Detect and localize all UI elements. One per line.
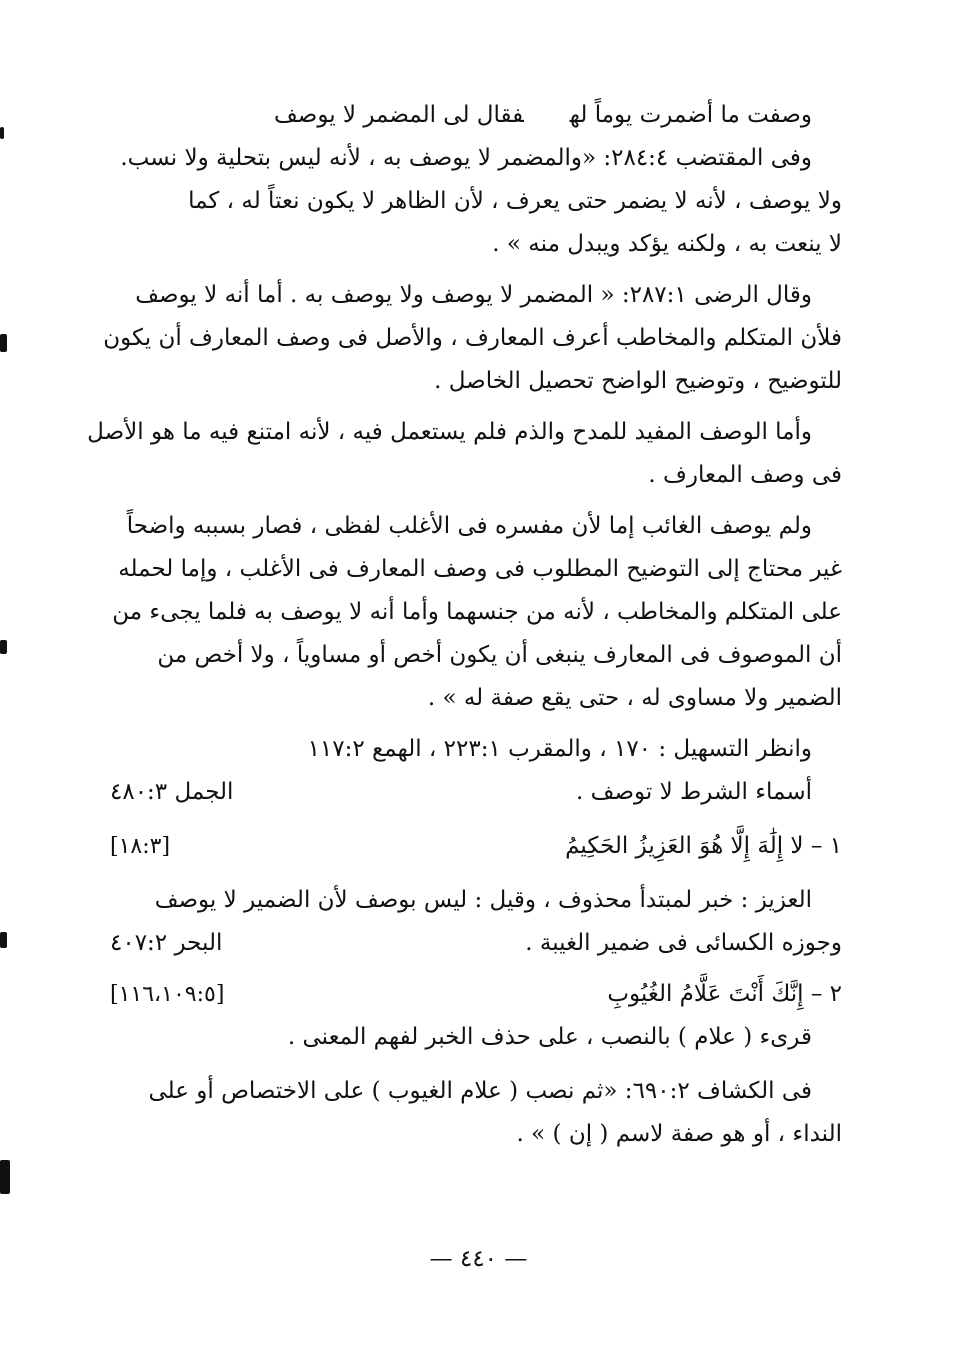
rule-reference: الجمل ٤٨٠:٣ [110,779,234,805]
text-line: وقال الرضى ٢٨٧:١: « المضمر لا يوصف ولا يوصف به . أما أنه لا يوصف [135,282,812,308]
rule-text: أسماء الشرط لا توصف . [576,779,812,805]
text-line: أن الموصوف فى المعارف ينبغى أن يكون أخص أو مساوياً ، ولا أخص من [157,642,842,668]
verse-hemistich-right: وصفت ما أضمرت يوماً له [569,102,812,128]
text-line: فى وصف المعارف . [648,462,842,488]
example-1-note-text: وجوزه الكسائى فى ضمير الغيبة . [525,930,842,956]
rule-row [110,771,842,814]
page-number: — ٤٤٠ — [429,1246,528,1272]
see-also-line: وانظر التسهيل : ١٧٠ ، والمقرب ٢٢٣:١ ، الهمع ١١٧:٢ [307,736,812,762]
paragraph-radi [103,274,842,403]
verse-line [110,94,842,137]
scan-edge-mark [0,127,4,139]
text-line: لا ينعت به ، ولكنه يؤكد ويبدل منه » . [492,231,842,257]
example-1-note-reference: البحر ٤٠٧:٢ [110,930,223,956]
text-line: ولا يوصف ، لأنه لا يضمر حتى يعرف ، لأن الظاهر لا يكون نعتاً له ، كما [188,188,842,214]
text-line: وأما الوصف المفيد للمدح والذم فلم يستعمل فيه ، لأنه امتنع فيه ما هو الأصل [87,419,812,445]
example-1-reference: [١٨:٣] [110,834,171,859]
text-line: وفى المقتضب ٢٨٤:٤: «والمضمر لا يوصف به ، لأنه ليس بتحلية ولا نسب. [120,145,812,171]
text-line: فلأن المتكلم والمخاطب أعرف المعارف ، والأصل فى وصف المعارف أن يكون [103,325,842,351]
example-1-note-row [110,922,842,965]
text-line: فى الكشاف ٦٩٠:٢: «ثم نصب ( علام الغيوب ) على الاختصاص أو على [148,1078,812,1104]
paragraph-kashshaf [110,1070,842,1156]
text-line: على المتكلم والمخاطب ، لأنه من جنسهما وأما أنه لا يوصف به فلما يجىء من [112,599,842,625]
document-page [87,94,842,1156]
paragraph-muqtadab [110,137,842,266]
text-line: النداء ، أو هو صفة لاسم ( إن ) » . [516,1121,842,1147]
example-1-note-line: العزيز : خبر لمبتدأ محذوف ، وقيل : ليس بوصف لأن الضمير لا يوصف [154,887,812,913]
scan-edge-mark [0,334,7,352]
example-2-verse: ٢ – إِنَّكَ أَنْتَ عَلَّامُ الغُيُوبِ [607,981,842,1007]
paragraph-absent-pronoun [110,505,842,720]
text-line: للتوضيح ، وتوضيح الواضح تحصيل الخاصل . [434,368,842,394]
paragraph-praise-blame [87,411,842,497]
scan-edge-mark [0,640,7,654]
example-2-reference: [١١٦،١٠٩:٥] [110,982,225,1007]
scan-edge-mark [0,1160,10,1194]
example-2-row [110,973,842,1016]
example-1-verse: ١ – لا إِلَٰهَ إِلَّا هُوَ العَزِيزُ الحَكِيمُ [565,833,842,859]
scan-edge-mark [0,932,7,948]
verse-hemistich-left: فقال لى المضمر لا يوصف [274,102,524,128]
text-line: ولم يوصف الغائب إما لأن مفسره فى الأغلب لفظى ، فصار بسببه واضحاً [126,513,812,539]
text-line: الضمير ولا مساوى له ، حتى يقع صفة له » . [427,685,842,711]
example-2-note: قرىء ( علام ) بالنصب ، على حذف الخبر لفهم المعنى . [287,1024,812,1050]
text-line: غير محتاج إلى التوضيح المطلوب فى وصف المعارف فى الأغلب ، وإما لحمله [118,556,842,582]
example-1-row [110,825,842,868]
